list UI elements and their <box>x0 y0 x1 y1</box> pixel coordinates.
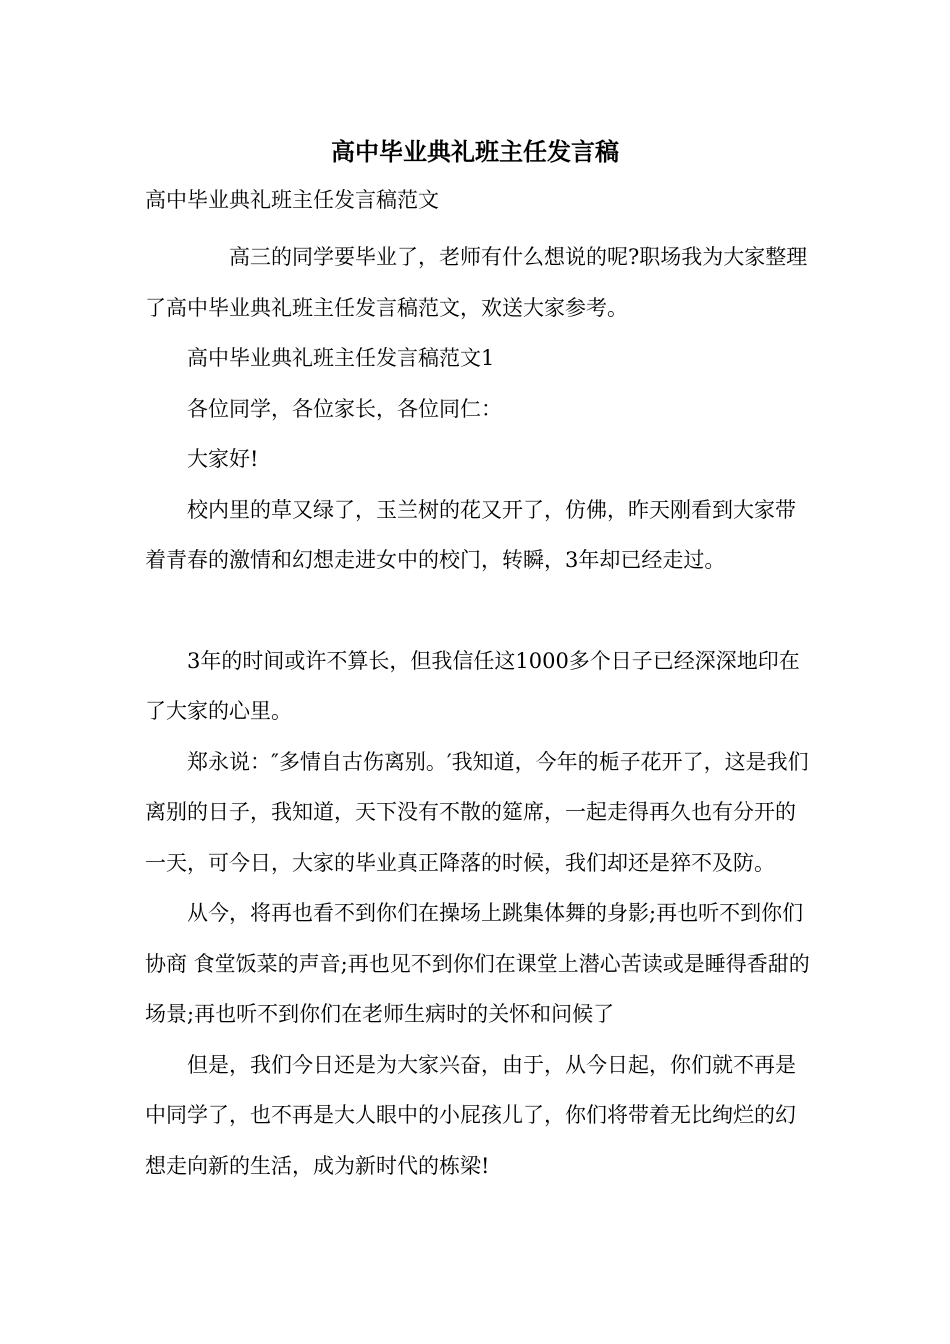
document-subtitle: 高中毕业典礼班主任发言稿范文 <box>145 188 439 212</box>
document-body <box>145 232 810 1191</box>
body-paragraph: 校内里的草又绿了，玉兰树的花又开了，仿佛，昨天刚看到大家带着青春的激情和幻想走进女中的校门，转瞬，3年却已经走过。 <box>145 497 796 572</box>
section-heading: 高中毕业典礼班主任发言稿范文1 <box>187 346 495 370</box>
body-paragraph: 郑永说：″多情自古伤离别。′我知道，今年的栀子花开了，这是我们离别的日子，我知道，天下没有不散的筵席，一起走得再久也有分开的一天，可今日，大家的毕业真正降落的时候，我们却还是猝不及防。 <box>145 749 809 875</box>
intro-paragraph: 高三的同学要毕业了，老师有什么想说的呢?职场我为大家整理了高中毕业典礼班主任发言稿范文，欢送大家参考。 <box>145 245 808 320</box>
document-title: 高中毕业典礼班主任发言稿 <box>331 137 619 166</box>
salutation: 各位同学，各位家长，各位同仁： <box>187 396 502 421</box>
body-paragraph: 从今，将再也看不到你们在操场上跳集体舞的身影;再也听不到你们协商 食堂饭菜的声音;再也见不到你们在课堂上潜心苦读或是睡得香甜的场景;再也听不到你们在老师生病时的关怀和问候了 <box>145 901 810 1026</box>
body-paragraph: 3年的时间或许不算长，但我信任这1000多个日子已经深深地印在了大家的心里。 <box>145 648 800 723</box>
paragraph-gap <box>145 586 810 636</box>
greeting: 大家好! <box>187 447 259 471</box>
body-paragraph: 但是，我们今日还是为大家兴奋，由于，从今日起，你们就不再是中同学了，也不再是大人眼中的小屁孩儿了，你们将带着无比绚烂的幻想走向新的生活，成为新时代的栋梁! <box>145 1052 796 1178</box>
